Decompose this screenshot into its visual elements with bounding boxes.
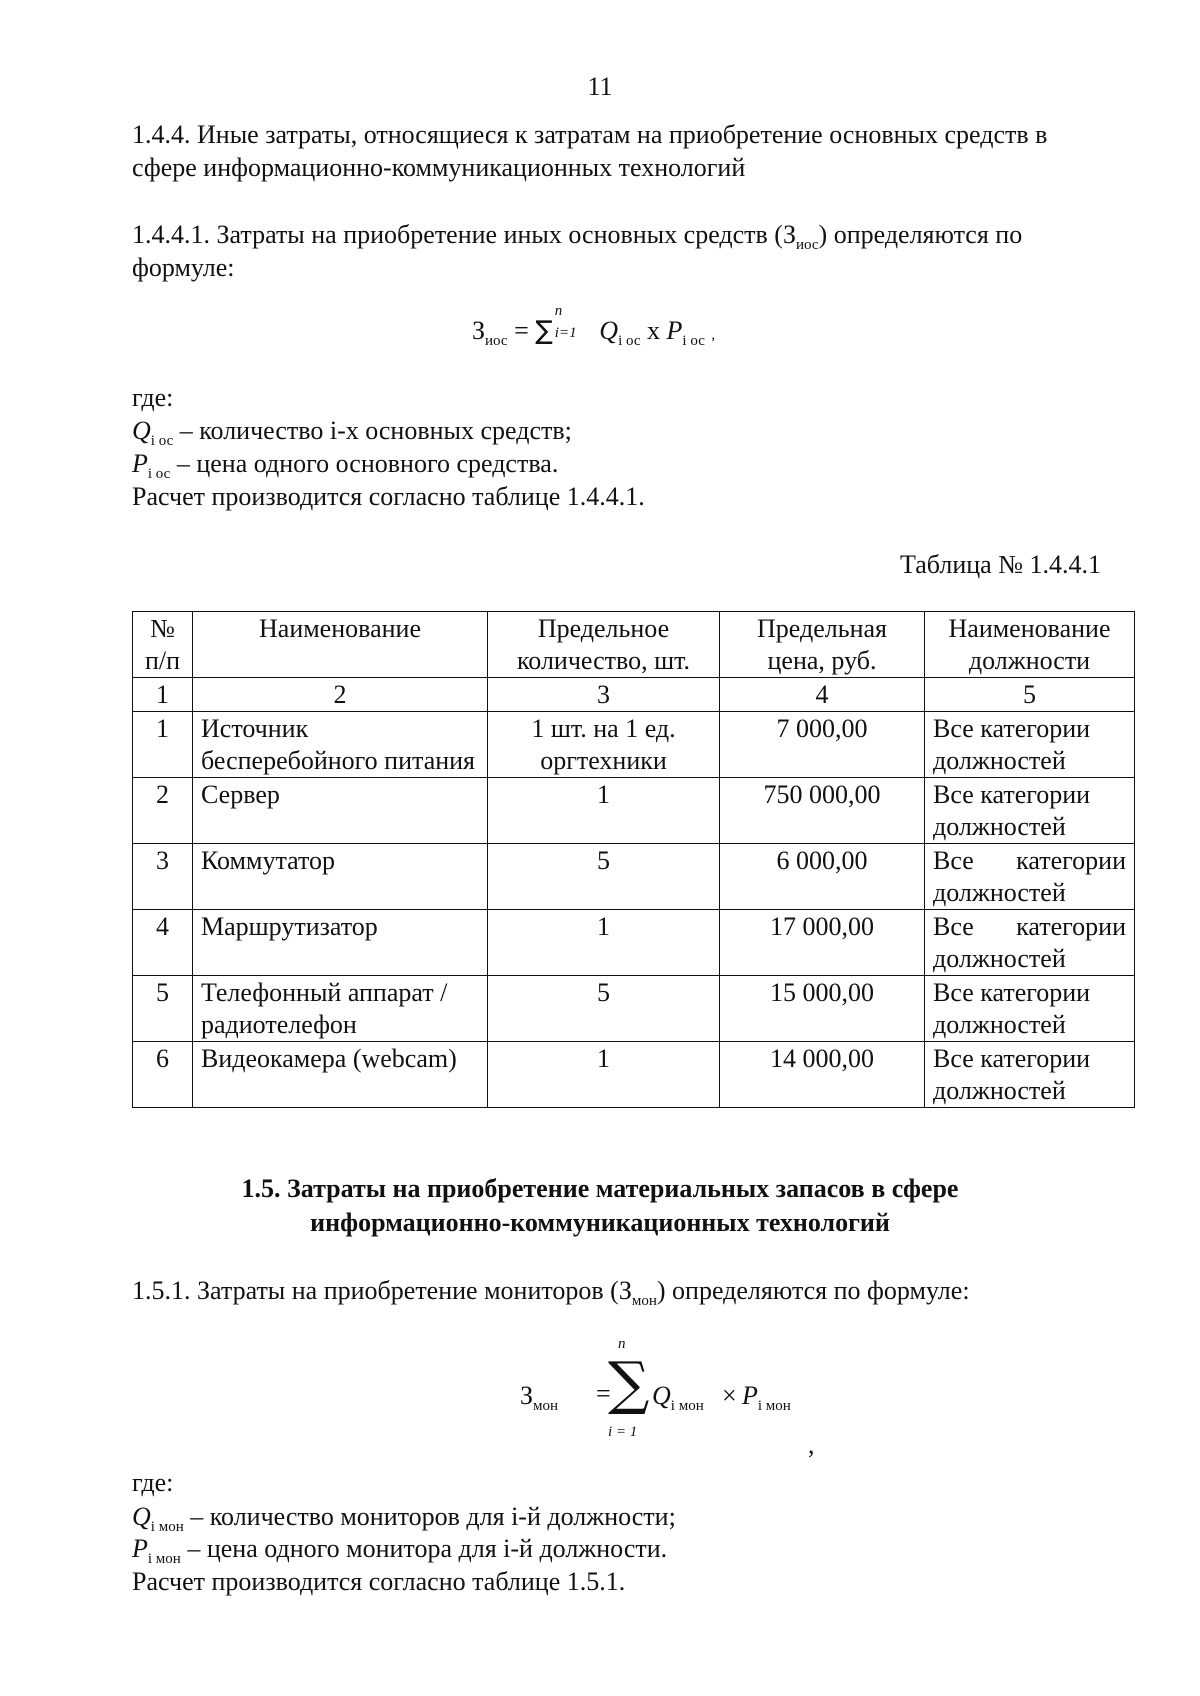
formula-q-subscript: i мон — [670, 1398, 704, 1414]
table-header-row — [133, 612, 1135, 678]
formula-mon — [520, 1336, 800, 1456]
def-symbol: Q — [132, 1502, 151, 1531]
def-subscript: i мон — [147, 1551, 181, 1567]
formula-times: × — [722, 1381, 737, 1410]
def-text: – цена одного монитора для i-й должности. — [180, 1534, 668, 1563]
table-row — [133, 1042, 1135, 1108]
numbering-cell: 1 — [133, 678, 193, 712]
numbering-cell: 4 — [720, 678, 925, 712]
def-symbol: P — [132, 449, 148, 478]
calc-note: Расчет производится согласно таблице 1.4.4.1. — [132, 482, 645, 511]
table-caption: Таблица № 1.4.4.1 — [900, 550, 1102, 579]
formula-p-subscript: i ос — [682, 333, 705, 349]
cell-name: Коммутатор — [193, 844, 488, 910]
header-cell: Наименование — [193, 612, 488, 678]
table-row — [133, 910, 1135, 976]
cell-number: 1 — [133, 712, 193, 778]
def-text: – количество мониторов для i-й должности; — [183, 1502, 676, 1531]
cell-number: 4 — [133, 910, 193, 976]
cell-price: 15 000,00 — [720, 976, 925, 1042]
table-numbering-row — [133, 678, 1135, 712]
def-text: – цена одного основного средства. — [170, 449, 559, 478]
paragraph-text: ) определяются по формуле: — [656, 1276, 970, 1305]
cell-quantity: 1 — [488, 778, 720, 844]
formula-ios — [472, 303, 716, 350]
table-row — [133, 976, 1135, 1042]
def-subscript: i ос — [150, 433, 174, 449]
def-text: – количество i-х основных средств; — [173, 416, 572, 445]
sum-symbol: ∑ — [608, 1349, 650, 1417]
sum-upper: n — [618, 1336, 626, 1352]
cell-quantity: 1 шт. на 1 ед. оргтехники — [488, 712, 720, 778]
formula-p-term — [742, 1381, 791, 1415]
formula-lhs-letter: З — [520, 1381, 534, 1410]
formula-equals: = — [514, 316, 529, 345]
formula-q-subscript: i ос — [618, 333, 641, 349]
cell-name: Маршрутизатор — [193, 910, 488, 976]
paragraph-text: ) определяются по — [818, 220, 1023, 249]
section-title-line-1: 1.4.4. Иные затраты, относящиеся к затратам на приобретение основных средств в — [132, 120, 1048, 149]
formula-tail: , — [711, 327, 716, 343]
formula-p: P — [742, 1381, 758, 1410]
cell-number: 5 — [133, 976, 193, 1042]
cell-position: Все категории должностей — [925, 976, 1135, 1042]
paragraph-text: 1.4.4.1. Затраты на приобретение иных основных средств (З — [132, 220, 796, 249]
cell-position: Все категории должностей — [925, 712, 1135, 778]
cell-name: Видеокамера (webcam) — [193, 1042, 488, 1108]
paragraph-text: 1.5.1. Затраты на приобретение мониторов (З — [132, 1276, 632, 1305]
formula-lhs-subscript: иос — [485, 333, 508, 349]
cell-number: 2 — [133, 778, 193, 844]
formula-q: Q — [599, 316, 619, 345]
numbering-cell: 3 — [488, 678, 720, 712]
cell-name: Телефонный аппарат / радиотелефон — [193, 976, 488, 1042]
cell-price: 750 000,00 — [720, 778, 925, 844]
header-cell: № п/п — [133, 612, 193, 678]
cell-price: 17 000,00 — [720, 910, 925, 976]
table-row — [133, 778, 1135, 844]
header-cell: Наименование должности — [925, 612, 1135, 678]
formula-lhs: З — [472, 316, 486, 345]
sum-upper: n — [554, 303, 563, 319]
def-subscript: i мон — [150, 1519, 184, 1535]
paragraph-1441-line-2: формуле: — [132, 253, 235, 282]
cell-price: 14 000,00 — [720, 1042, 925, 1108]
table-row — [133, 712, 1135, 778]
formula-p-subscript: i мон — [757, 1398, 791, 1414]
numbering-cell: 5 — [925, 678, 1135, 712]
formula-q: Q — [652, 1381, 671, 1410]
cell-quantity: 5 — [488, 976, 720, 1042]
sum-lower: i = 1 — [608, 1424, 638, 1440]
cell-position: Все категории должностей — [925, 778, 1135, 844]
def-symbol: Q — [132, 416, 151, 445]
formula-lhs-subscript: мон — [533, 1398, 559, 1414]
cell-number: 3 — [133, 844, 193, 910]
cell-number: 6 — [133, 1042, 193, 1108]
cell-quantity: 1 — [488, 910, 720, 976]
def-symbol: P — [132, 1534, 148, 1563]
section-heading-line-1: 1.5. Затраты на приобретение материальных запасов в сфере — [241, 1174, 959, 1203]
paragraph-subscript: мон — [631, 1293, 657, 1309]
cell-price: 6 000,00 — [720, 844, 925, 910]
cell-position: Все категории должностей — [925, 844, 1135, 910]
where-label: где: — [132, 1468, 174, 1497]
cell-position: Все категории должностей — [925, 1042, 1135, 1108]
header-cell: Предельная цена, руб. — [720, 612, 925, 678]
calc-note: Расчет производится согласно таблице 1.5.1. — [132, 1567, 626, 1596]
where-label: где: — [132, 383, 174, 412]
section-heading-line-2: информационно-коммуникационных технологий — [310, 1208, 890, 1237]
table-row — [133, 844, 1135, 910]
cell-quantity: 1 — [488, 1042, 720, 1108]
numbering-cell: 2 — [193, 678, 488, 712]
sum-lower: i=1 — [554, 325, 577, 341]
paragraph-subscript: иос — [795, 237, 819, 253]
paragraph-151 — [132, 1274, 970, 1318]
table-1441 — [132, 611, 1135, 1108]
formula-lhs — [520, 1381, 558, 1415]
formula-q-term — [652, 1381, 704, 1415]
formula-p: P — [666, 316, 683, 345]
sum-symbol: ∑ — [535, 316, 553, 346]
header-cell: Предельное количество, шт. — [488, 612, 720, 678]
cell-price: 7 000,00 — [720, 712, 925, 778]
cell-quantity: 5 — [488, 844, 720, 910]
paragraph-1441-line-1 — [132, 218, 1022, 262]
cell-position: Все категории должностей — [925, 910, 1135, 976]
formula-equals: = — [596, 1379, 611, 1408]
formula-times: x — [647, 316, 661, 345]
page-number: 11 — [587, 72, 613, 101]
cell-name: Сервер — [193, 778, 488, 844]
def-subscript: i ос — [147, 466, 171, 482]
cell-name: Источник бесперебойного питания — [193, 712, 488, 778]
sum-limits — [553, 303, 593, 341]
formula-tail: , — [808, 1430, 815, 1459]
section-title-line-2: сфере информационно-коммуникационных технологий — [132, 153, 746, 182]
